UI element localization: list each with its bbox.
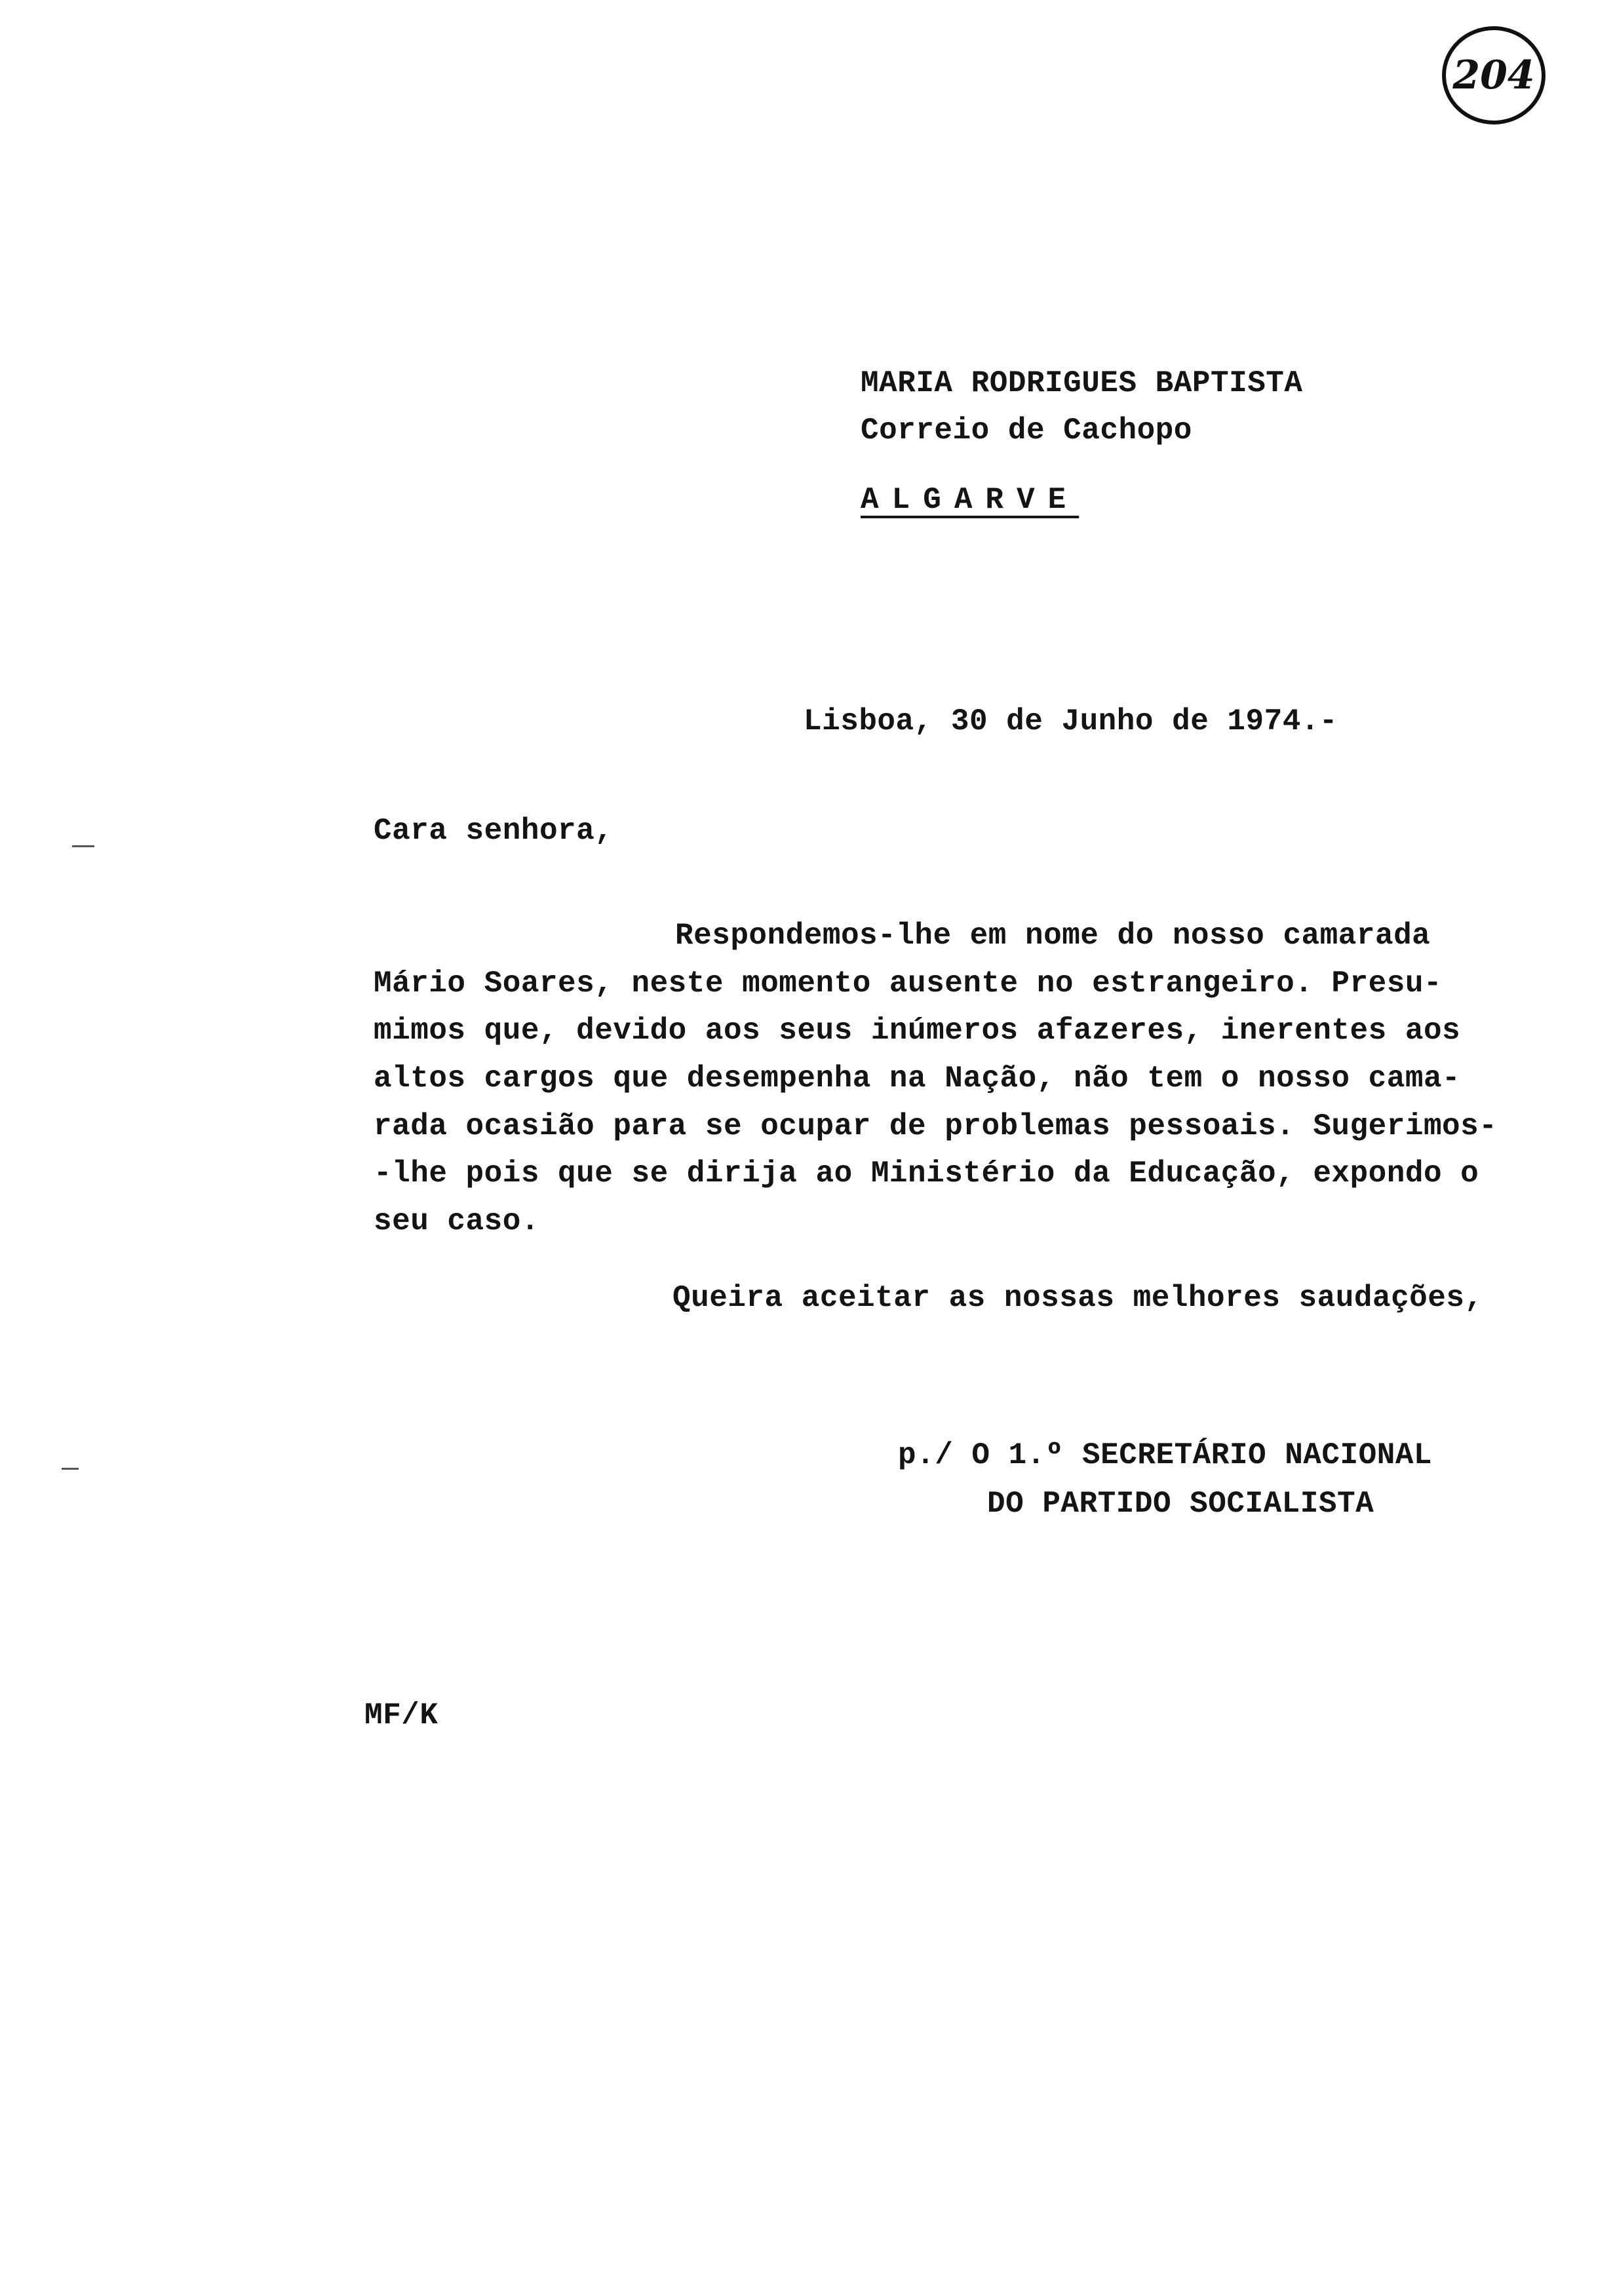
salutation: Cara senhora, — [374, 814, 613, 848]
recipient-address: Correio de Cachopo — [861, 413, 1192, 448]
page-number-stamp — [1442, 26, 1546, 124]
signature-line-1: p./ O 1.º SECRETÁRIO NACIONAL — [898, 1438, 1433, 1472]
date-line: Lisboa, 30 de Junho de 1974.- — [804, 704, 1338, 738]
body-line-6: -lhe pois que se dirija ao Ministério da Educação, expondo o — [374, 1157, 1479, 1191]
body-line-7: seu caso. — [374, 1204, 539, 1238]
stamp-number: 204 — [1452, 52, 1535, 98]
closing-line: Queira aceitar as nossas melhores saudações, — [672, 1281, 1483, 1315]
margin-mark-top — [72, 845, 94, 847]
signature-line-2: DO PARTIDO SOCIALISTA — [987, 1487, 1374, 1521]
body-line-5: rada ocasião para se ocupar de problemas pessoais. Sugerimos- — [374, 1109, 1498, 1143]
recipient-name: MARIA RODRIGUES BAPTISTA — [861, 366, 1303, 400]
body-line-1: Respondemos-lhe em nome do nosso camarada — [675, 919, 1431, 953]
body-line-4: altos cargos que desempenha na Nação, não tem o nosso cama- — [374, 1062, 1461, 1096]
margin-mark-bottom — [62, 1468, 79, 1470]
body-line-2: Mário Soares, neste momento ausente no estrangeiro. Presu- — [374, 966, 1443, 1001]
reference-initials: MF/K — [364, 1698, 438, 1732]
body-line-3: mimos que, devido aos seus inúmeros afazeres, inerentes aos — [374, 1014, 1461, 1048]
recipient-region: ALGARVE — [861, 483, 1080, 517]
